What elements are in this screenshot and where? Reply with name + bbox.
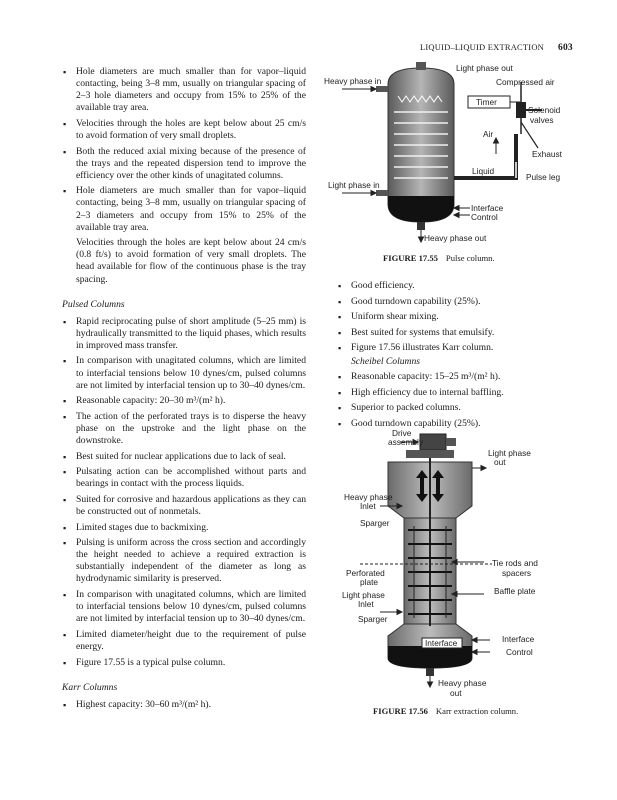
label-sparger-top: Sparger — [360, 518, 390, 528]
list-item: ▪ Reasonable capacity: 20–30 m³/(m² h). — [62, 395, 306, 407]
heavy-inlet-nozzle — [376, 86, 388, 92]
figure-caption-text: Karr extraction column. — [435, 706, 519, 716]
label-liquid: Liquid — [472, 166, 495, 176]
label-air: Air — [483, 129, 494, 139]
label-out: out — [494, 457, 506, 467]
list-item: ▪ Reasonable capacity: 15–25 m³/(m² h). — [337, 371, 565, 383]
label-control: Control — [506, 647, 533, 657]
list-item: ▪ Limited diameter/height due to the requirement of pulse energy. — [62, 629, 306, 653]
list-item: ▪ Hole diameters are much smaller than for vapor–liquid contacting, being 3–8 mm, usually on triangular spacing of 2–3 diameters and occupy from 15% to 25% of the available tray area. — [62, 185, 306, 233]
label-control: Control — [471, 212, 498, 222]
label-baffle-plate: Baffle plate — [494, 586, 536, 596]
list-item: ▪ Superior to packed columns. — [337, 402, 565, 414]
top-outlet — [416, 62, 426, 70]
figure-17-55-caption — [383, 253, 495, 263]
karr-column-figure — [330, 426, 590, 704]
page-number: 603 — [558, 43, 573, 53]
figure-label: FIGURE 17.56 — [373, 706, 428, 716]
label-interface: Interface — [502, 634, 535, 644]
label-light-phase-out: Light phase — [488, 448, 531, 458]
list-item: ▪ Best suited for nuclear applications due to lack of seal. — [62, 451, 306, 463]
label-compressed-air: Compressed air — [496, 77, 555, 87]
right-column — [337, 280, 565, 433]
list-item: ▪ The action of the perforated trays is to disperse the heavy phase on the upstroke and the light phase on the downstroke. — [62, 411, 306, 447]
pulsed-list — [62, 316, 306, 669]
label-drive: Drive — [392, 428, 412, 438]
drive-assembly — [406, 450, 454, 458]
label-valves: valves — [530, 115, 554, 125]
list-item: ▪ Good efficiency. — [337, 280, 565, 292]
karr-columns-heading: Karr Columns — [62, 681, 118, 693]
label-heavy-phase-out: Heavy phase — [438, 678, 487, 688]
label-heavy-out: out — [450, 688, 462, 698]
figure-17-56-caption — [373, 706, 518, 716]
label-perforated: Perforated — [346, 568, 385, 578]
karr-list — [62, 699, 306, 711]
bottom-outlet — [417, 222, 425, 230]
intro-paragraph: Velocities through the holes are kept below about 24 cm/s (0.8 ft/s) to avoid formation of very small droplets. The head available for flow of the continuous phase is the tray spacing. — [76, 237, 306, 285]
list-item: ▪ Figure 17.55 is a typical pulse column. — [62, 657, 306, 669]
figure-label: FIGURE 17.55 — [383, 253, 438, 263]
solenoid-valve — [516, 102, 526, 118]
left-column — [62, 66, 306, 714]
list-item: ▪ Uniform shear mixing. — [337, 311, 565, 323]
scheibel-list — [337, 371, 565, 430]
list-item: ▪ Hole diameters are much smaller than for vapor–liquid contacting, being 3–8 mm, usually on triangular spacing of 2–3 hole diameters and occupy from 15% to 25% of the available tray area. — [62, 66, 306, 114]
label-pulse-leg: Pulse leg — [526, 172, 561, 182]
label-light-phase-out: Light phase out — [456, 63, 513, 73]
list-item: ▪ In comparison with unagitated columns, which are limited to interfacial tensions below 10 dynes/cm, pulsed columns are not limited by interfacial tension up to 30–40 dynes/cm. — [62, 355, 306, 391]
karr-features-list — [337, 280, 565, 354]
list-item: ▪ In comparison with unagitated columns, which are limited to interfacial tensions below 10 dynes/cm, pulsed columns are not limited by interfacial tension up to 30–40 dynes/cm. — [62, 589, 306, 625]
heavy-phase-zone — [388, 196, 454, 222]
light-inlet-nozzle — [376, 190, 388, 196]
label-solenoid: Solenoid — [528, 105, 561, 115]
label-heavy-phase-in: Heavy phase in — [324, 76, 382, 86]
label-inlet: Inlet — [360, 501, 376, 511]
pulse-column-figure — [320, 62, 590, 252]
label-light-phase: Light phase — [342, 590, 385, 600]
pulsed-columns-heading: Pulsed Columns — [62, 298, 125, 310]
list-item: ▪ Limited stages due to backmixing. — [62, 522, 306, 534]
label-sparger-bottom: Sparger — [358, 614, 388, 624]
list-item: ▪ Highest capacity: 30–60 m³/(m² h). — [62, 699, 306, 711]
drive-motor — [420, 434, 446, 450]
label-heavy-phase-out: Heavy phase out — [424, 233, 487, 243]
label-assembly: assembly — [388, 437, 424, 447]
list-item: ▪ Pulsating action can be accomplished without parts and bearings in contact with the process liquids. — [62, 466, 306, 490]
label-interface-box: Interface — [425, 638, 458, 648]
label-interface: Interface — [471, 203, 504, 213]
label-tie-rods: Tie rods and — [492, 558, 538, 568]
figure-caption-text: Pulse column. — [445, 253, 495, 263]
scheibel-columns-heading: Scheibel Columns — [351, 355, 421, 367]
list-item: ▪ Rapid reciprocating pulse of short amplitude (5–25 mm) is hydraulically transmitted to the liquid phases, which results in improved mass transfer. — [62, 316, 306, 352]
list-item: ▪ Figure 17.56 illustrates Karr column. — [337, 342, 565, 354]
label-heavy-phase: Heavy phase — [344, 492, 393, 502]
header-title: LIQUID–LIQUID EXTRACTION — [420, 42, 545, 52]
list-item: ▪ Good turndown capability (25%). — [337, 296, 565, 308]
label-plate: plate — [360, 577, 378, 587]
list-item: ▪ Velocities through the holes are kept below about 25 cm/s to avoid formation of very small droplets. — [62, 118, 306, 142]
list-item: ▪ Pulsing is uniform across the cross section and accordingly the height needed to achieve a required extraction is substantially independent of the diameter as long as hydrodynamic similarity is preserved. — [62, 537, 306, 585]
label-light-phase-in: Light phase in — [328, 180, 380, 190]
list-item: ▪ Both the reduced axial mixing because of the presence of the trays and the repeated dispersion tend to improve the efficiency over the other kinds of unagitated columns. — [62, 146, 306, 182]
intro-list — [62, 66, 306, 234]
list-item: ▪ Suited for corrosive and hazardous applications as they can be constructed out of nonmetals. — [62, 494, 306, 518]
list-item: ▪ Best suited for systems that emulsify. — [337, 327, 565, 339]
heavy-phase-zone — [388, 646, 472, 668]
label-spacers: spacers — [502, 568, 532, 578]
list-item: ▪ High efficiency due to internal baffling. — [337, 387, 565, 399]
running-header — [420, 42, 573, 53]
bottom-outlet — [426, 668, 434, 676]
label-exhaust: Exhaust — [532, 149, 562, 159]
list-item: ▪ Good turndown capability (25%). — [337, 418, 565, 430]
label-light-inlet: Inlet — [358, 599, 374, 609]
label-timer: Timer — [476, 97, 497, 107]
